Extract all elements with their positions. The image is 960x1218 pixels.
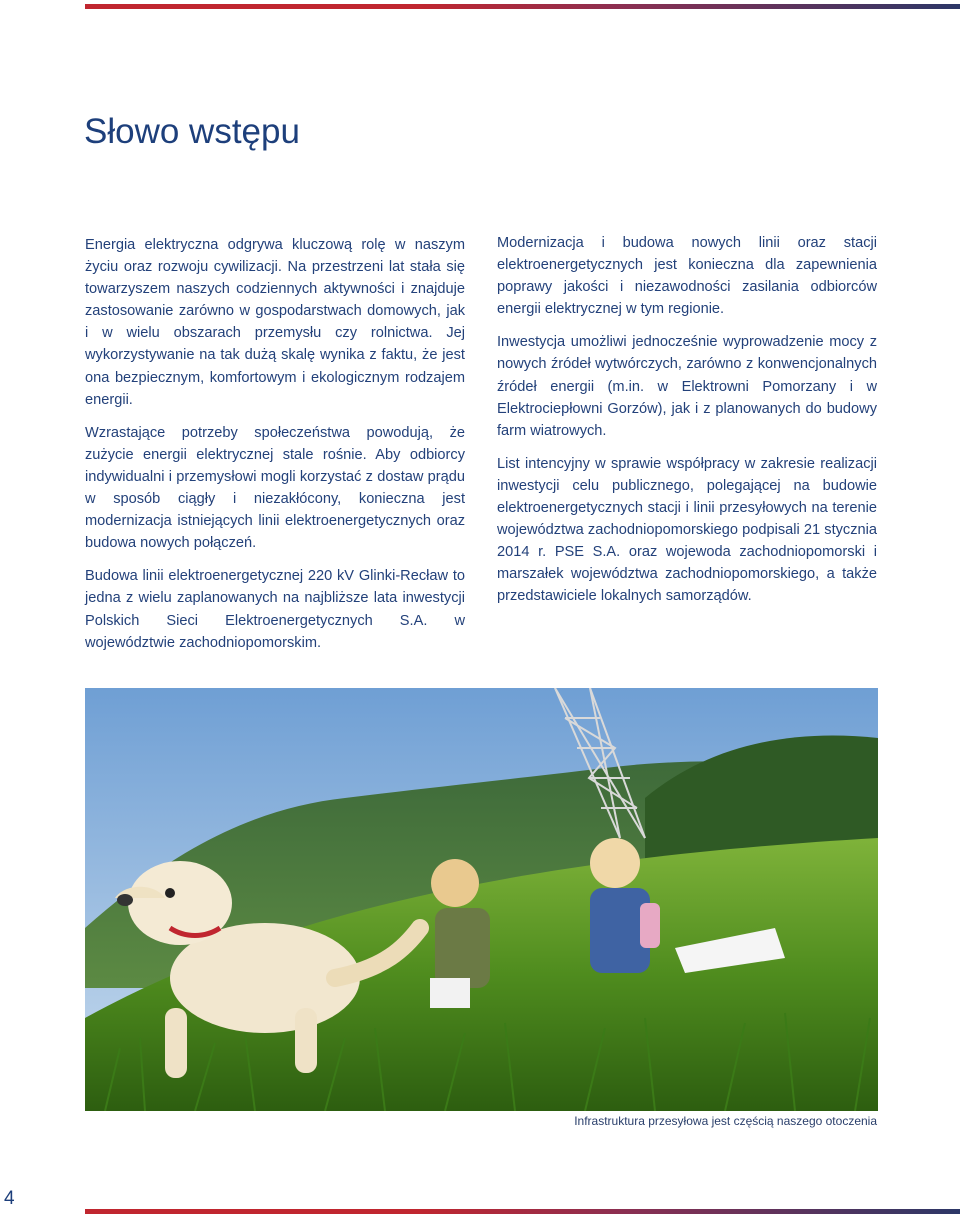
left-paragraph-2: Wzrastające potrzeby społeczeństwa powodują, że zużycie energii elektrycznej stale rośnie. Aby odbiorcy indywidualni i przemysłowi mogli korzystać z dostaw prądu w sposób ciągły i niezakłócony, konieczna jest modernizacja istniejących linii elektroenergetycznych oraz budowa nowych połączeń.: [85, 424, 465, 552]
right-paragraph-1: Modernizacja i budowa nowych linii oraz stacji elektroenergetycznych jest konieczna dla zapewnienia poprawy jakości i niezawodności zasilania odbiorców energii elektrycznej w tym regionie.: [497, 235, 877, 318]
right-paragraph-3: List intencyjny w sprawie współpracy w zakresie realizacji inwestycji celu publicznego, polegającej na budowie elektroenergetycznych stacji i linii przesyłowych na terenie województwa zachodniopomorskiego podpisali 21 stycznia 2014 r. PSE S.A. oraz wojewoda zachodniopomorski i marszałek województwa zachodniopomorskiego, a także przedstawiciele lokalnych samorządów.: [497, 455, 877, 605]
right-paragraph-2: Inwestycja umożliwi jednocześnie wyprowadzenie mocy z nowych źródeł wytwórczych, zarówno z konwencjonalnych źródeł energii (m.in. w Elektrowni Pomorzany i w Elektrociepłowni Gorzów), jak i z planowanych do budowy farm wiatrowych.: [497, 334, 877, 439]
left-paragraph-3: Budowa linii elektroenergetycznej 220 kV Glinki-Recław to jedna z wielu zaplanowanych na najbliższe lata inwestycji Polskich Sieci Elektroenergetycznych S.A. w województwie zachodniopomorskim.: [85, 568, 465, 651]
page-title: Słowo wstępu: [84, 112, 300, 151]
photo-illustration: [85, 688, 878, 1111]
right-text-column: [497, 232, 877, 619]
bottom-accent-rule: [85, 1209, 960, 1214]
photo-caption: Infrastruktura przesyłowa jest częścią naszego otoczenia: [574, 1114, 877, 1128]
top-accent-rule: [85, 4, 960, 9]
left-text-column: [85, 234, 465, 665]
left-paragraph-1: Energia elektryczna odgrywa kluczową rolę w naszym życiu oraz rozwoju cywilizacji. Na przestrzeni lat stała się towarzyszem naszych codziennych aktywności i znajduje zastosowanie zarówno w gospodarstwach domowych, jak i w wielu obszarach przemysłu czy rolnictwa. Jej wykorzystywanie na tak dużą skalę wynika z faktu, że jest ona bezpiecznym, komfortowym i ekologicznym rodzajem energii.: [85, 237, 465, 408]
photo-children-dog-meadow: [85, 688, 878, 1111]
page-number: 4: [4, 1188, 15, 1209]
